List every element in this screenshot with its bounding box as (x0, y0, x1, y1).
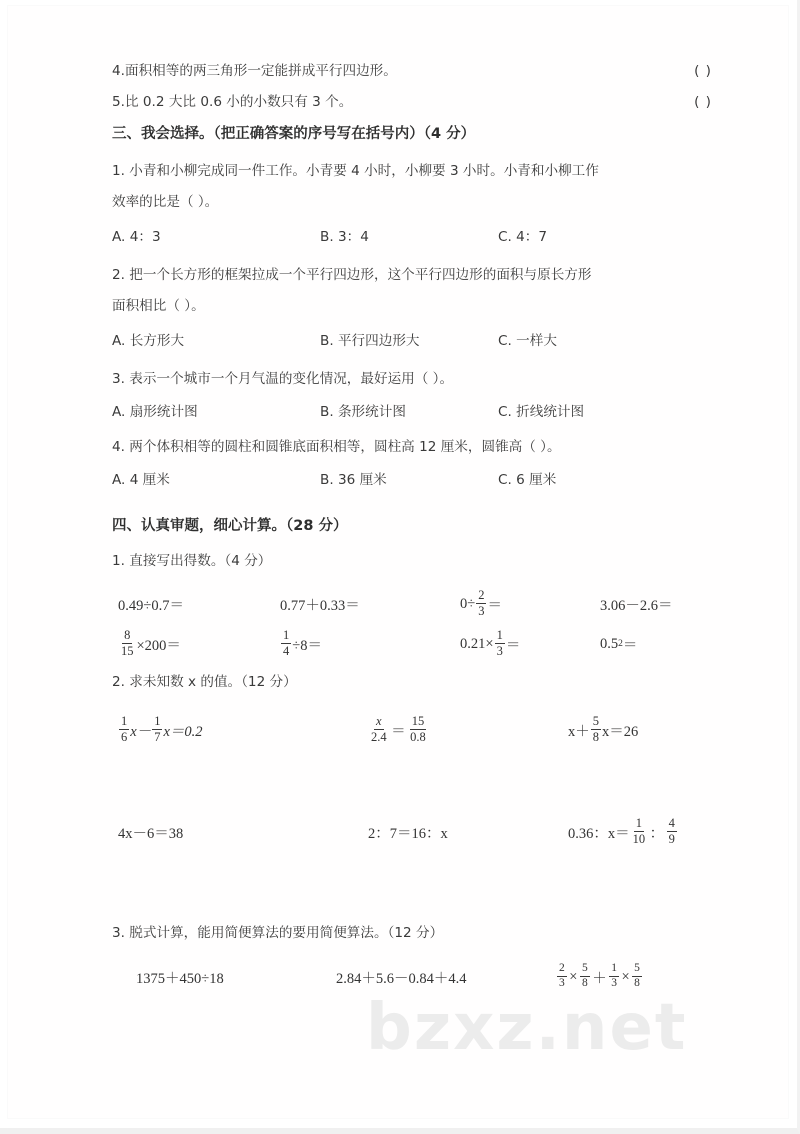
option-b[interactable]: B. 3：4 (320, 229, 369, 245)
plus-sign: ＋ (592, 970, 607, 987)
multiply-sign: × (569, 968, 578, 985)
denominator: 3 (478, 603, 485, 618)
equation-6-head: 0.36：x＝ (568, 825, 630, 842)
work-space-2 (112, 860, 712, 918)
judgement-text: 比 0.2 大比 0.6 小的小数只有 3 个。 (124, 94, 353, 110)
option-c[interactable]: C. 4：7 (498, 229, 548, 245)
option-a[interactable]: A. 4：3 (112, 229, 161, 245)
dot-leader (398, 63, 693, 75)
section-four-heading: 四、认真审题，细心计算。（28 分） (112, 518, 348, 534)
oral-item-6 (280, 629, 460, 660)
dot-leader (353, 94, 693, 106)
fraction-15-0point8 (408, 714, 428, 745)
option-c[interactable]: C. 6 厘米 (498, 472, 557, 488)
judgement-item (112, 87, 712, 118)
paper-sheet (8, 6, 788, 1118)
denominator: 9 (668, 831, 675, 846)
numerator: 1 (154, 713, 161, 728)
oral-item-5 (112, 629, 280, 660)
equation-6-ratio-colon: ： (649, 825, 665, 842)
equation-1-tail: x＝0.2 (163, 723, 203, 740)
answer-bracket[interactable]: ( ) (694, 63, 712, 79)
fraction-1-3 (495, 628, 505, 659)
oral-item-7-prefix: 0.21× (460, 635, 494, 652)
denominator: 15 (121, 643, 134, 658)
denominator: 6 (121, 729, 128, 744)
fraction-1-7 (152, 714, 162, 745)
numerator: 5 (580, 962, 590, 977)
numerator: 1 (635, 815, 642, 830)
work-space-1 (112, 758, 712, 804)
option-a[interactable]: A. 4 厘米 (112, 472, 170, 488)
paper-content (112, 56, 712, 1003)
equation-6 (568, 817, 678, 848)
expression-3 (556, 963, 643, 991)
numerator: 8 (124, 627, 131, 642)
oral-item-2: 0.77＋0.33＝ (280, 597, 360, 614)
equation-3-head: x＋ (568, 723, 590, 740)
judgement-index: 4. (112, 63, 125, 79)
part-2-heading: 2. 求未知数 x 的值。（12 分） (112, 674, 297, 690)
denominator: 10 (632, 831, 646, 846)
numerator: 1 (121, 713, 128, 728)
question-3-4-stem-line1: 4. 两个体积相等的圆柱和圆锥底面积相等，圆柱高 12 厘米，圆锥高（ ）。 (112, 439, 561, 455)
oral-item-8 (600, 634, 637, 655)
option-b[interactable]: B. 平行四边形大 (320, 333, 420, 349)
option-b[interactable]: B. 条形统计图 (320, 404, 406, 420)
fraction-8-15 (119, 628, 136, 659)
oral-item-3-suffix: ＝ (487, 597, 502, 614)
denominator: 8 (634, 976, 640, 989)
judgement-item (112, 56, 712, 87)
oral-item-8-suffix: ＝ (622, 637, 638, 654)
part-3-heading: 3. 脱式计算，能用简便算法的要用简便算法。（12 分） (112, 925, 444, 941)
equation-1 (112, 715, 368, 746)
option-a[interactable]: A. 长方形大 (112, 333, 185, 349)
option-c[interactable]: C. 折线统计图 (498, 404, 585, 420)
fraction-1-3 (609, 962, 619, 990)
denominator: 3 (559, 976, 565, 989)
fraction-5-8 (591, 714, 601, 745)
denominator: 4 (283, 643, 290, 658)
denominator: 2.4 (371, 729, 387, 744)
question-3-2-stem-line2: 面积相比（ ）。 (112, 298, 205, 314)
denominator: 3 (611, 976, 617, 989)
question-3-1-stem-line2: 效率的比是（ ）。 (112, 194, 219, 210)
equation-3-tail: x＝26 (602, 723, 639, 740)
oral-item-5-suffix: ×200＝ (136, 637, 181, 654)
numerator: x (376, 713, 382, 728)
oral-item-7 (460, 629, 600, 660)
section-three-heading: 三、我会选择。（把正确答案的序号写在括号内）（4 分） (112, 126, 476, 142)
question-3-3-stem-line1: 3. 表示一个城市一个月气温的变化情况，最好运用（ ）。 (112, 371, 454, 387)
oral-item-3-prefix: 0÷ (460, 595, 476, 612)
question-3-2-stem-line1: 2. 把一个长方形的框架拉成一个平行四边形，这个平行四边形的面积与原长方形 (112, 267, 592, 283)
question-3-2-options (112, 326, 712, 357)
numerator: 5 (592, 713, 599, 728)
numerator: 5 (632, 962, 642, 977)
oral-item-6-suffix: ÷8＝ (292, 637, 322, 654)
numerator: 1 (283, 627, 290, 642)
judgement-text: 面积相等的两三角形一定能拼成平行四边形。 (124, 63, 397, 79)
denominator: 8 (581, 976, 588, 989)
oral-calc-row-2 (112, 627, 712, 661)
numerator: 2 (557, 962, 567, 977)
fraction-1-10 (631, 816, 648, 847)
part-1-heading: 1. 直接写出得数。（4 分） (112, 553, 272, 569)
numerator: 4 (668, 815, 675, 830)
numerator: 15 (411, 713, 425, 728)
oral-item-8-exponent: 2 (618, 639, 623, 649)
fraction-x-2point4 (369, 714, 389, 745)
denominator: 0.8 (410, 729, 426, 744)
answer-bracket[interactable]: ( ) (694, 94, 712, 110)
equation-1-middle: x－ (130, 723, 152, 740)
option-b[interactable]: B. 36 厘米 (320, 472, 387, 488)
equation-4: 4x－6＝38 (118, 825, 184, 842)
question-3-3-options (112, 397, 712, 428)
denominator: 3 (496, 643, 503, 658)
numerator: 1 (609, 962, 619, 977)
question-3-1-options (112, 222, 712, 253)
fraction-5-8 (632, 962, 642, 990)
equation-2 (368, 715, 568, 746)
oral-item-8-base: 0.5 (600, 635, 619, 652)
oral-item-3 (460, 589, 600, 620)
equation-5: 2：7＝16：x (368, 825, 448, 842)
site-watermark: bzxz.net (366, 991, 688, 1065)
oral-item-7-suffix: ＝ (505, 637, 521, 654)
judgement-index: 5. (112, 94, 125, 110)
multiply-sign: × (621, 968, 630, 985)
option-c[interactable]: C. 一样大 (498, 333, 557, 349)
denominator: 7 (154, 729, 161, 744)
question-3-4-options (112, 465, 712, 496)
fraction-2-3 (557, 962, 567, 990)
fraction-1-4 (281, 628, 291, 659)
equation-3 (568, 715, 638, 746)
numerator: 2 (478, 587, 485, 602)
oral-item-4: 3.06－2.6＝ (600, 597, 673, 614)
option-a[interactable]: A. 扇形统计图 (112, 404, 198, 420)
expression-1: 1375＋450÷18 (136, 970, 224, 987)
fraction-4-9 (667, 816, 677, 847)
fraction-2-3 (476, 588, 486, 619)
numerator: 1 (496, 627, 503, 642)
equation-2-equals: ＝ (391, 723, 406, 740)
expression-2: 2.84＋5.6－0.84＋4.4 (336, 970, 467, 987)
equation-row-2 (112, 804, 712, 860)
oral-calc-row-1 (112, 587, 712, 621)
fraction-1-6 (119, 714, 129, 745)
question-3-1-stem-line1: 1. 小青和小柳完成同一件工作。小青要 4 小时，小柳要 3 小时。小青和小柳工作 (112, 163, 599, 179)
oral-item-1: 0.49÷0.7＝ (118, 597, 184, 614)
denominator: 8 (592, 729, 599, 744)
equation-row-1 (112, 702, 712, 758)
fraction-5-8 (580, 962, 590, 990)
